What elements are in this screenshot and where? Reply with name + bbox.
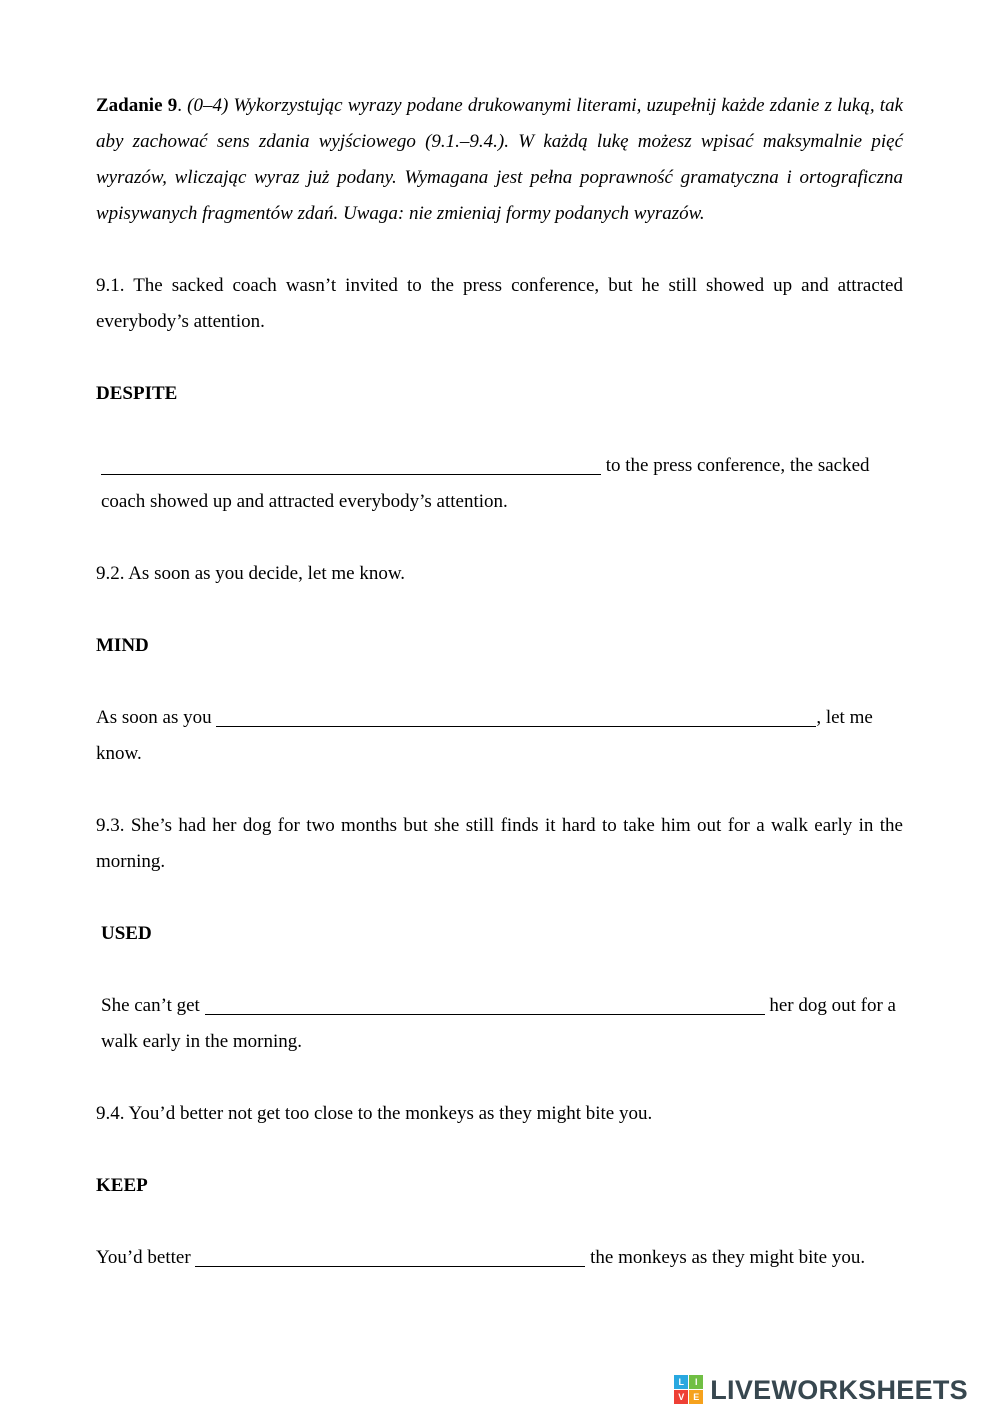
keyword-label: KEEP xyxy=(96,1175,148,1196)
logo-cell: V xyxy=(674,1390,688,1404)
completion-after-text: , let me know. xyxy=(96,707,873,764)
keyword-label: DESPITE xyxy=(96,383,178,404)
keyword-label: MIND xyxy=(96,635,149,656)
task-heading: Zadanie 9 xyxy=(96,95,178,116)
liveworksheets-logo-icon xyxy=(674,1375,703,1404)
liveworksheets-footer xyxy=(674,1375,968,1404)
logo-cell: I xyxy=(689,1375,703,1389)
task-item-9-2 xyxy=(96,556,903,772)
item-statement: 9.3. She’s had her dog for two months but she still finds it hard to take him out for a walk early in the morning. xyxy=(96,815,903,872)
task-instructions xyxy=(96,88,903,232)
task-heading-separator: . xyxy=(177,95,188,116)
completion-sentence xyxy=(96,1240,903,1276)
completion-after-text: to the press conference, the sacked coach showed up and attracted everybody’s attention. xyxy=(101,455,870,512)
completion-sentence xyxy=(96,700,903,772)
completion-after-text: the monkeys as they might bite you. xyxy=(585,1247,866,1268)
completion-before-text: She can’t get xyxy=(101,995,205,1016)
completion-sentence xyxy=(96,988,903,1060)
completion-before-text: As soon as you xyxy=(96,707,217,728)
task-item-9-3 xyxy=(96,808,903,1060)
task-instructions-text: (0–4) Wykorzystując wyrazy podane drukowanymi literami, uzupełnij każde zdanie z luką, tak aby zachować sens zdania wyjściowego (9.1.–9.4.). W każdą lukę możesz wpisać maksymalnie pięć wyrazów, wliczając wyraz już podany. Wymagana jest pełna poprawność gramatyczna i ortograficzna wpisywanych fragmentów zdań. Uwaga: nie zmieniaj formy podanych wyrazów. xyxy=(96,95,903,224)
task-item-9-4 xyxy=(96,1096,903,1276)
answer-blank[interactable] xyxy=(195,1247,585,1267)
answer-blank[interactable] xyxy=(216,707,816,727)
answer-blank[interactable] xyxy=(101,455,601,475)
completion-before-text: You’d better xyxy=(96,1247,196,1268)
task-item-9-1 xyxy=(96,268,903,520)
logo-cell: L xyxy=(674,1375,688,1389)
logo-cell: E xyxy=(689,1390,703,1404)
item-statement: 9.4. You’d better not get too close to the monkeys as they might bite you. xyxy=(96,1103,653,1124)
item-statement: 9.1. The sacked coach wasn’t invited to the press conference, but he still showed up and attracted everybody’s attention. xyxy=(96,275,903,332)
item-statement: 9.2. As soon as you decide, let me know. xyxy=(96,563,406,584)
keyword-label: USED xyxy=(101,923,152,944)
answer-blank[interactable] xyxy=(205,995,765,1015)
completion-after-text: her dog out for a walk early in the morning. xyxy=(101,995,896,1052)
brand-name: LIVEWORKSHEETS xyxy=(710,1374,968,1405)
completion-sentence xyxy=(96,448,903,520)
